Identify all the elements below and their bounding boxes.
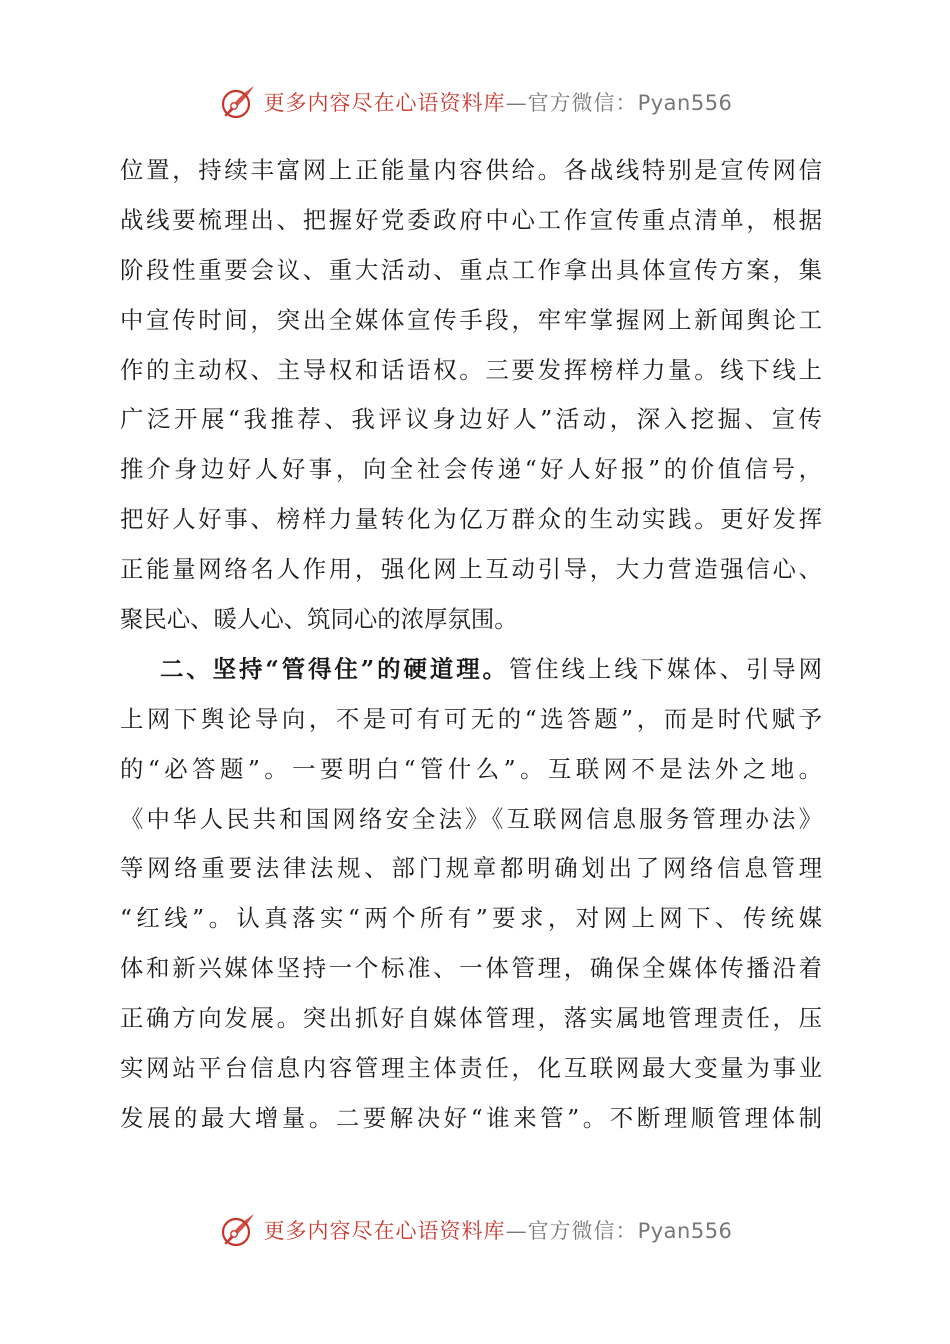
watermark-brand: 更多内容尽在心语资料库 bbox=[263, 91, 506, 115]
header-watermark bbox=[0, 80, 950, 124]
document-body bbox=[120, 146, 822, 1144]
section-heading-line bbox=[120, 645, 822, 695]
quill-logo-icon bbox=[218, 82, 258, 122]
watermark-dash: — bbox=[505, 91, 528, 115]
text-line: 《中华人民共和国网络安全法》《互联网信息服务管理办法》 bbox=[120, 804, 822, 833]
text-line: 战线要梳理出、把握好党委政府中心工作宣传重点清单，根据 bbox=[120, 205, 822, 234]
text-line: 体和新兴媒体坚持一个标准、一体管理，确保全媒体传播沿着 bbox=[120, 954, 822, 983]
footer-watermark bbox=[0, 1208, 950, 1252]
watermark-official: 官方微信： bbox=[527, 1219, 638, 1243]
text-line: 的“必答题”。一要明白“管什么”。互联网不是法外之地。 bbox=[120, 754, 822, 783]
watermark-text bbox=[264, 1215, 733, 1245]
text-line: 实网站平台信息内容管理主体责任，化互联网最大变量为事业 bbox=[120, 1054, 822, 1083]
watermark-official: 官方微信： bbox=[527, 91, 638, 115]
text-line: 广泛开展“我推荐、我评议身边好人”活动，深入挖掘、宣传 bbox=[120, 405, 822, 434]
text-line: “红线”。认真落实“两个所有”要求，对网上网下、传统媒 bbox=[120, 904, 822, 933]
watermark-wechat-id: Pyan556 bbox=[637, 91, 733, 115]
text-line: 上网下舆论导向，不是可有可无的“选答题”，而是时代赋予 bbox=[120, 704, 822, 733]
watermark-brand: 更多内容尽在心语资料库 bbox=[263, 1219, 506, 1243]
text-line: 把好人好事、榜样力量转化为亿万群众的生动实践。更好发挥 bbox=[120, 505, 822, 534]
watermark-text bbox=[264, 87, 733, 117]
text-line: 发展的最大增量。二要解决好“谁来管”。不断理顺管理体制 bbox=[120, 1103, 822, 1132]
text-line: 位置，持续丰富网上正能量内容供给。各战线特别是宣传网信 bbox=[120, 156, 822, 184]
text-line: 正确方向发展。突出抓好自媒体管理，落实属地管理责任，压 bbox=[120, 1004, 822, 1033]
text-line: 中宣传时间，突出全媒体宣传手段，牢牢掌握网上新闻舆论工 bbox=[120, 305, 822, 334]
text-line: 作的主动权、主导权和话语权。三要发挥榜样力量。线下线上 bbox=[120, 355, 822, 384]
watermark-wechat-id: Pyan556 bbox=[637, 1219, 733, 1243]
text-line: 阶段性重要会议、重大活动、重点工作拿出具体宣传方案，集 bbox=[120, 255, 822, 284]
quill-logo-icon bbox=[218, 1210, 258, 1250]
text-line: 推介身边好人好事，向全社会传递“好人好报”的价值信号， bbox=[120, 455, 822, 484]
text-line: 等网络重要法律法规、部门规章都明确划出了网络信息管理 bbox=[120, 854, 822, 883]
section-heading-rest: 管住线上线下媒体、引导网 bbox=[508, 654, 822, 683]
section-heading: 二、坚持“管得住”的硬道理。 bbox=[160, 654, 509, 683]
text-line: 正能量网络名人作用，强化网上互动引导，大力营造强信心、 bbox=[120, 555, 822, 584]
text-line: 聚民心、暖人心、筑同心的浓厚氛围。 bbox=[120, 605, 518, 634]
watermark-dash: — bbox=[505, 1219, 528, 1243]
